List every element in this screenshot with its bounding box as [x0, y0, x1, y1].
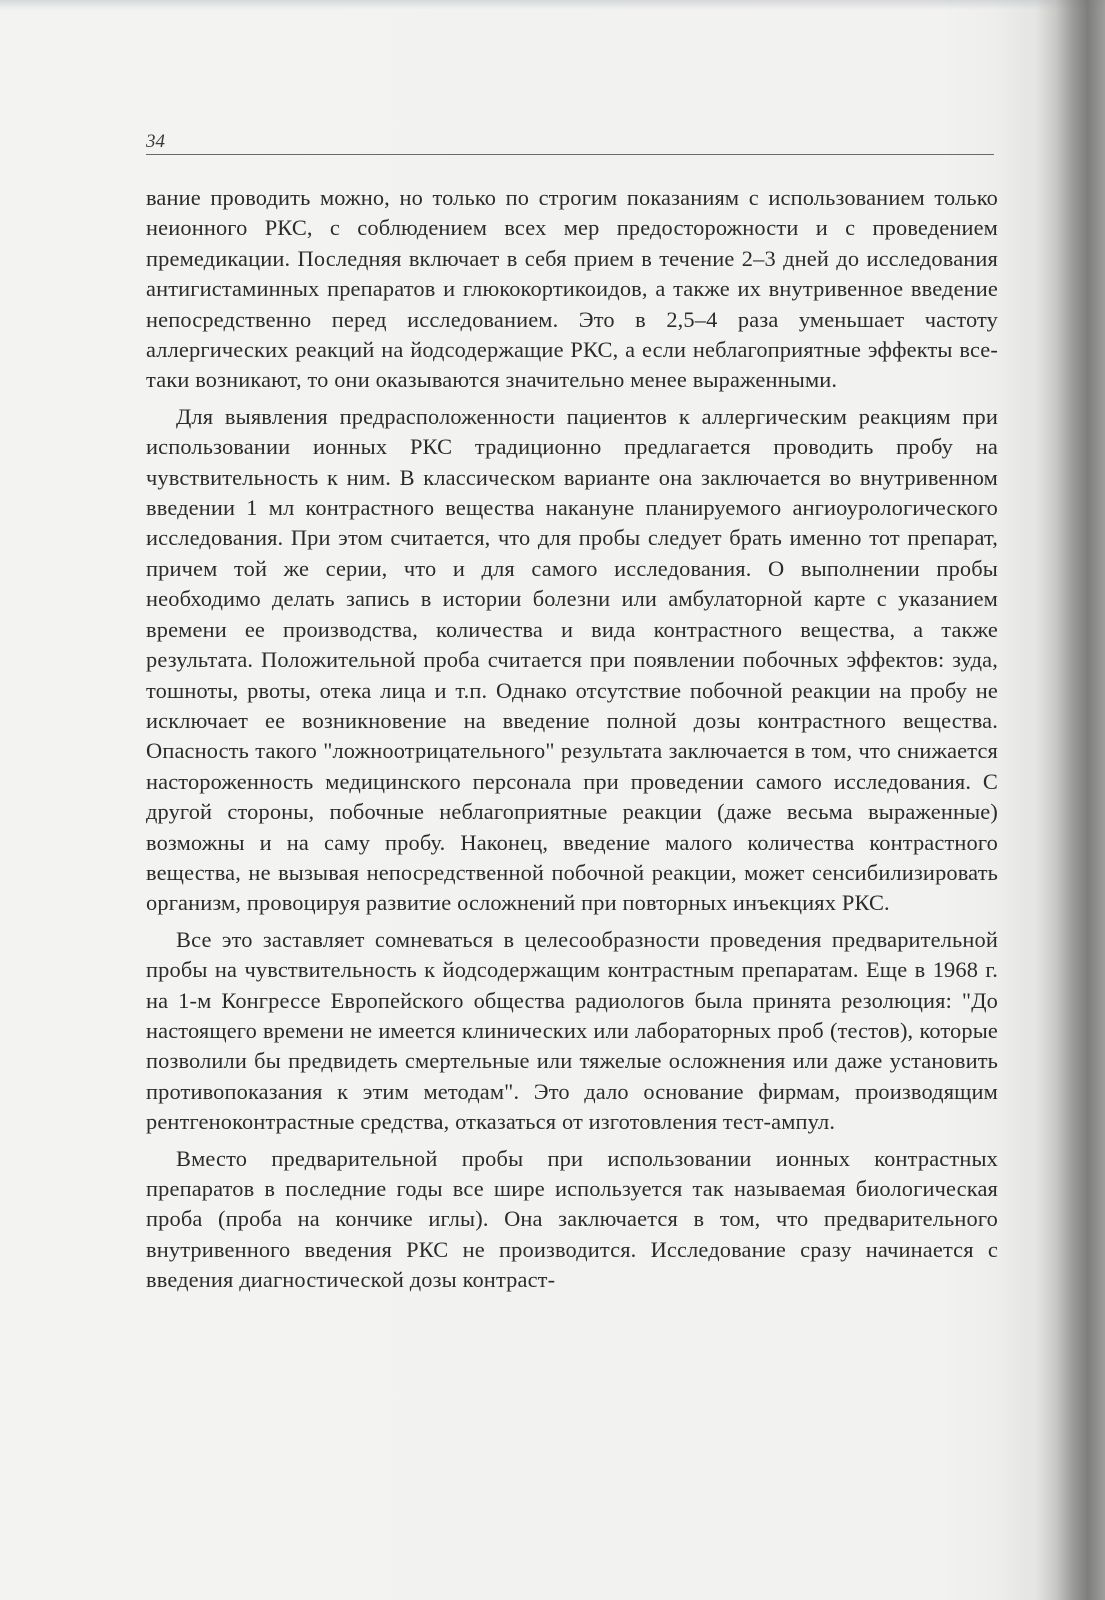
paragraph: Все это заставляет сомневаться в целесообразности проведения предварительной пробы на чувствительность к йодсодержащим контрастным препаратам. Еще в 1968 г. на 1-м Конгрессе Европейского общества радиологов была принята резолюция: "До настоящего времени не имеется клинических или лабораторных проб (тестов), которые позволили бы предвидеть смертельные или тяжелые осложнения или даже установить противопоказания к этим методам". Это дало основание фирмам, производящим рентгеноконтрастные средства, отказаться от изготовления тест-ампул. — [146, 926, 998, 1135]
page-top-edge — [0, 0, 1105, 10]
paragraph: Вместо предварительной пробы при использовании ионных контрастных препаратов в последние годы все шире используется так называемая биологическая проба (проба на кончике иглы). Она заключается в том, что предварительного внутривенного введения РКС не производится. Исследование сразу начинается с введения диагностической дозы контраст- — [146, 1145, 998, 1293]
header-rule — [146, 154, 994, 155]
paragraph: вание проводить можно, но только по строгим показаниям с использованием только неионного РКС, с соблюдением всех мер предосторожности и с проведением премедикации. Последняя включает в себя прием в течение 2–3 дней до исследования антигистаминных препаратов и глюкокортикоидов, а также их внутривенное введение непосредственно перед исследованием. Это в 2,5–4 раза уменьшает частоту аллергических реакций на йодсодержащие РКС, а если неблагоприятные эффекты все-таки возникают, то они оказываются значительно менее выраженными. — [146, 185, 998, 393]
body-text — [146, 183, 998, 1296]
paragraph: Для выявления предрасположенности пациентов к аллергическим реакциям при использовании ионных РКС традиционно предлагается проводить пробу на чувствительность к ним. В классическом варианте она заключается во внутривенном введении 1 мл контрастного вещества накануне планируемого ангиоурологического исследования. При этом считается, что для пробы следует брать именно тот препарат, причем той же серии, что и для самого исследования. О выполнении пробы необходимо делать запись в истории болезни или амбулаторной карте с указанием времени ее производства, количества и вида контрастного вещества, а также результата. Положительной проба считается при появлении побочных эффектов: зуда, тошноты, рвоты, отека лица и т.п. Однако отсутствие побочной реакции на пробу не исключает ее возникновение на введение полной дозы контрастного вещества. Опасность такого "ложноотрицательного" результата заключается в том, что снижается настороженность медицинского персонала при проведении самого исследования. С другой стороны, побочные неблагоприятные реакции (даже весьма выраженные) возможны и на саму пробу. Наконец, введение малого количества контрастного вещества, не вызывая непосредственной побочной реакции, может сенсибилизировать организм, провоцируя развитие осложнений при повторных инъекциях РКС. — [146, 403, 998, 916]
page-number: 34 — [146, 131, 165, 152]
binding-shadow — [1035, 0, 1105, 1600]
